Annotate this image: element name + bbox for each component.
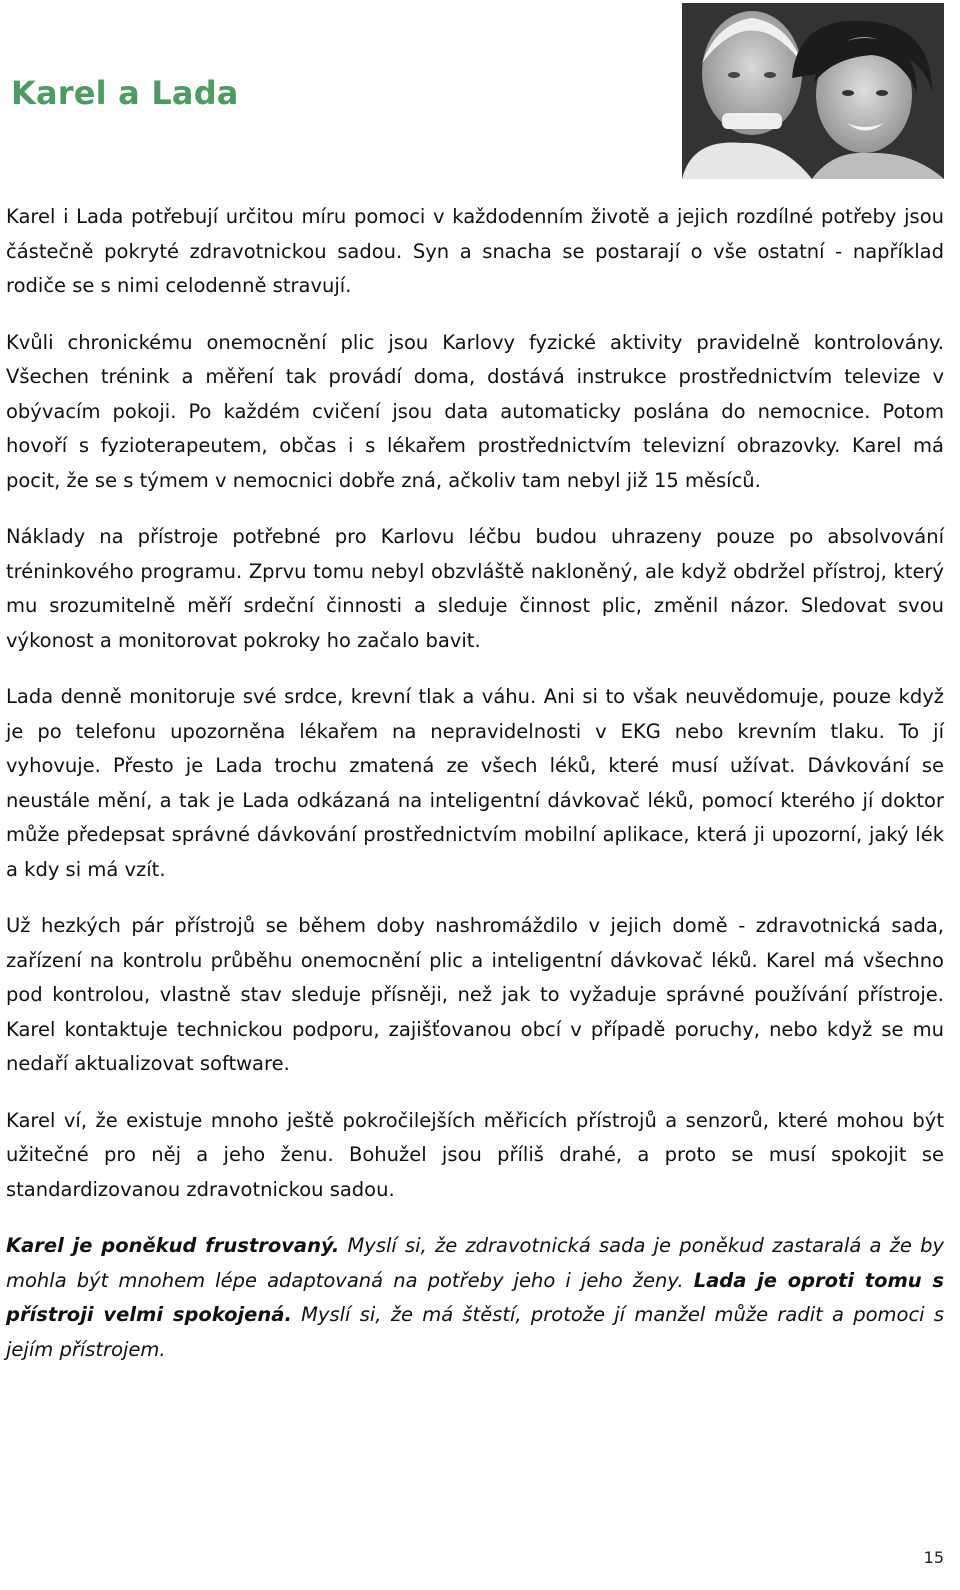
paragraph-devices-costs: Náklady na přístroje potřebné pro Karlovu léčbu budou uhrazeny pouze po absolvování tréninkového programu. Zprvu tomu nebyl obzvláště nakloněný, ale když obdržel přístroj, který mu srozumitelně měří srdeční činnosti a sleduje činnost plic, změnil názor. Sledovat svou výkonost a monitorovat pokroky ho začalo bavit. — [6, 525, 944, 652]
paragraph-closing — [6, 1229, 944, 1367]
closing-text-lada: Myslí si, že má štěstí, protože jí manžel může radit a pomoci s jejím přístrojem. — [6, 1303, 944, 1361]
paragraph-intro: Karel i Lada potřebují určitou míru pomoci v každodenním životě a jejich rozdílné potřeby jsou částečně pokryté zdravotnickou sadou. Syn a snacha se postarají o vše ostatní - například rodiče se s nimi celodenně stravují. — [6, 205, 944, 297]
page-number: 15 — [923, 1548, 944, 1567]
closing-text-karel: Myslí si, že zdravotnická sada je poněkud zastaralá a že by mohla být mnohem lépe adaptovaná na potřeby jeho i jeho ženy. — [6, 1234, 944, 1292]
paragraph-advanced-devices: Karel ví, že existuje mnoho ještě pokročilejších měřicích přístrojů a senzorů, které mohou být užitečné pro něj a jeho ženu. Bohužel jsou příliš drahé, a proto se musí spokojit se standardizovanou zdravotnickou sadou. — [6, 1108, 944, 1201]
closing-bold-lada: Lada je oproti tomu s přístroji velmi spokojená. — [6, 1268, 944, 1326]
elderly-couple-photo — [682, 3, 944, 179]
paragraph-karel-activities: Kvůli chronickému onemocnění plic jsou Karlovy fyzické aktivity pravidelně kontrolovány. Všechen trénink a měření tak provádí doma, dostává instrukce prostřednictvím televize v obývacím pokoji. Po každém cvičení jsou data automaticky poslána do nemocnice. Potom hovoří s fyzioterapeutem, občas i s lékařem prostřednictvím televizní obrazovky. Karel má pocit, že se s týmem v nemocnici dobře zná, ačkoliv tam nebyl již 15 měsíců. — [6, 330, 944, 492]
closing-bold-karel: Karel je poněkud frustrovaný. — [6, 1234, 340, 1257]
paragraph-devices-home: Už hezkých pár přístrojů se během doby nashromáždilo v jejich domě - zdravotnická sada, zařízení na kontrolu průběhu onemocnění plic a inteligentní dávkovač léků. Karel má všechno pod kontrolou, vlastně stav sleduje přísněji, než jak to vyžaduje správné používání přístroje. Karel kontaktuje technickou podporu, zajišťovanou obcí v případě poruchy, nebo když se mu nedaří aktualizovat software. — [6, 914, 944, 1075]
paragraph-lada-monitoring: Lada denně monitoruje své srdce, krevní tlak a váhu. Ani si to však neuvědomuje, pouze když je po telefonu upozorněna lékařem na nepravidelnosti v EKG nebo krevním tlaku. To jí vyhovuje. Přesto je Lada trochu zmatená ze všech léků, které musí užívat. Dávkování se neustále mění, a tak je Lada odkázaná na inteligentní dávkovač léků, pomocí kterého jí doktor může předepsat správné dávkování prostřednictvím mobilní aplikace, která ji upozorní, jaký lék a kdy si má vzít. — [6, 685, 944, 881]
page-title: Karel a Lada — [11, 74, 239, 112]
document-body — [6, 200, 944, 1389]
